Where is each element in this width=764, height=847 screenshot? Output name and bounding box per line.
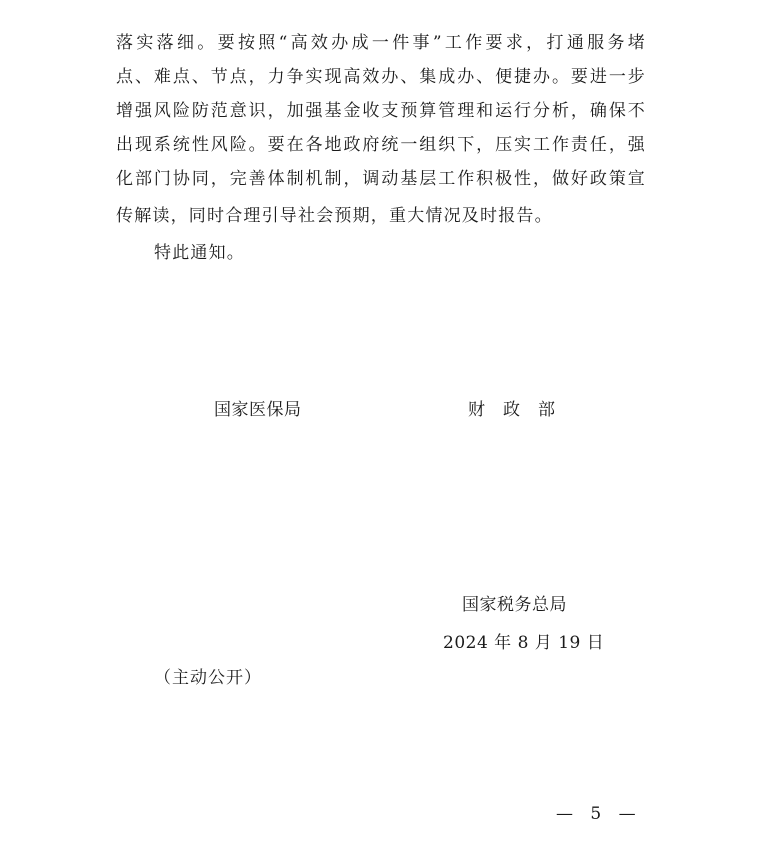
signature-sta: 国家税务总局 xyxy=(462,595,567,615)
body-line-5: 化部门协同，完善体制机制，调动基层工作积极性，做好政策宣 xyxy=(116,169,646,189)
page-number: — 5 — xyxy=(556,804,642,824)
signature-date: 2024 年 8 月 19 日 xyxy=(443,633,605,653)
body-line-3: 增强风险防范意识，加强基金收支预算管理和运行分析，确保不 xyxy=(116,101,646,121)
body-line-2: 点、难点、节点，力争实现高效办、集成办、便捷办。要进一步 xyxy=(116,67,646,87)
signature-mof: 财政部 xyxy=(468,400,573,420)
closing-text: 特此通知。 xyxy=(154,243,245,263)
signature-nhsa: 国家医保局 xyxy=(214,400,302,420)
body-line-1: 落实落细。要按照“高效办成一件事”工作要求，打通服务堵 xyxy=(116,33,646,53)
body-line-6: 传解读，同时合理引导社会预期，重大情况及时报告。 xyxy=(116,206,553,226)
body-line-4: 出现系统性风险。要在各地政府统一组织下，压实工作责任，强 xyxy=(116,135,646,155)
disclosure-note: （主动公开） xyxy=(154,668,262,688)
